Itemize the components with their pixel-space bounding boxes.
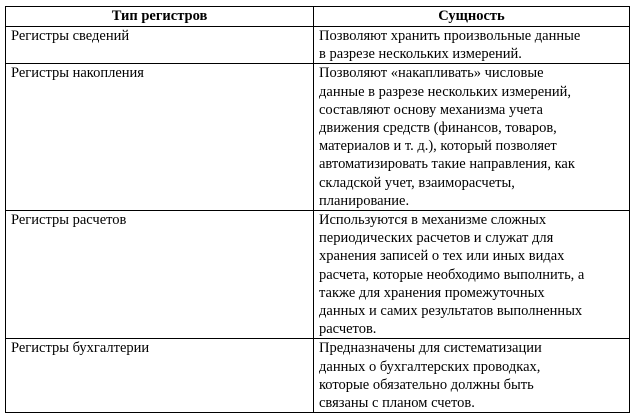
essence-line: данные в разрезе нескольких измерений, <box>319 83 572 100</box>
table-row <box>6 64 630 211</box>
register-essence-cell <box>314 339 630 413</box>
essence-line: движения средств (финансов, товаров, <box>319 120 557 137</box>
essence-line: складской учет, взаиморасчеты, <box>319 174 515 191</box>
column-header-type: Тип регистров <box>6 7 314 27</box>
essence-line: Позволяют «накапливать» числовые <box>319 65 544 82</box>
register-type-cell: Регистры расчетов <box>6 211 314 339</box>
register-type-cell: Регистры бухгалтерии <box>6 339 314 413</box>
essence-line: периодических расчетов и служат для <box>319 230 554 247</box>
essence-line: расчета, которые необходимо выполнить, а <box>319 266 585 283</box>
essence-line: хранения записей о тех или иных видах <box>319 248 565 265</box>
essence-line: данных и самих результатов выполненных <box>319 303 583 320</box>
register-essence-cell <box>314 64 630 211</box>
essence-line: составляют основу механизма учета <box>319 101 543 118</box>
essence-line: Используются в механизме сложных <box>319 212 547 229</box>
essence-line: данных о бухгалтерских проводках, <box>319 358 541 375</box>
essence-line: также для хранения промежуточных <box>319 284 545 301</box>
column-header-essence: Сущность <box>314 7 630 27</box>
register-type-cell: Регистры накопления <box>6 64 314 211</box>
table-row <box>6 339 630 413</box>
essence-line: Позволяют хранить произвольные данные <box>319 28 581 44</box>
essence-line: расчетов. <box>319 321 377 338</box>
essence-line: автоматизировать такие направления, как <box>319 156 575 173</box>
essence-line: которые обязательно должны быть <box>319 376 534 393</box>
essence-line: материалов и т. д.), который позволяет <box>319 138 557 155</box>
table-header-row <box>6 7 630 27</box>
essence-line: Предназначены для систематизации <box>319 340 542 357</box>
table-row <box>6 27 630 64</box>
register-essence-cell <box>314 27 630 64</box>
register-type-cell: Регистры сведений <box>6 27 314 64</box>
essence-line: планирование. <box>319 192 410 209</box>
essence-line: связаны с планом счетов. <box>319 395 475 412</box>
registers-table <box>5 6 630 413</box>
table-row <box>6 211 630 339</box>
register-essence-cell <box>314 211 630 339</box>
essence-line: в разрезе нескольких измерений. <box>319 46 522 63</box>
